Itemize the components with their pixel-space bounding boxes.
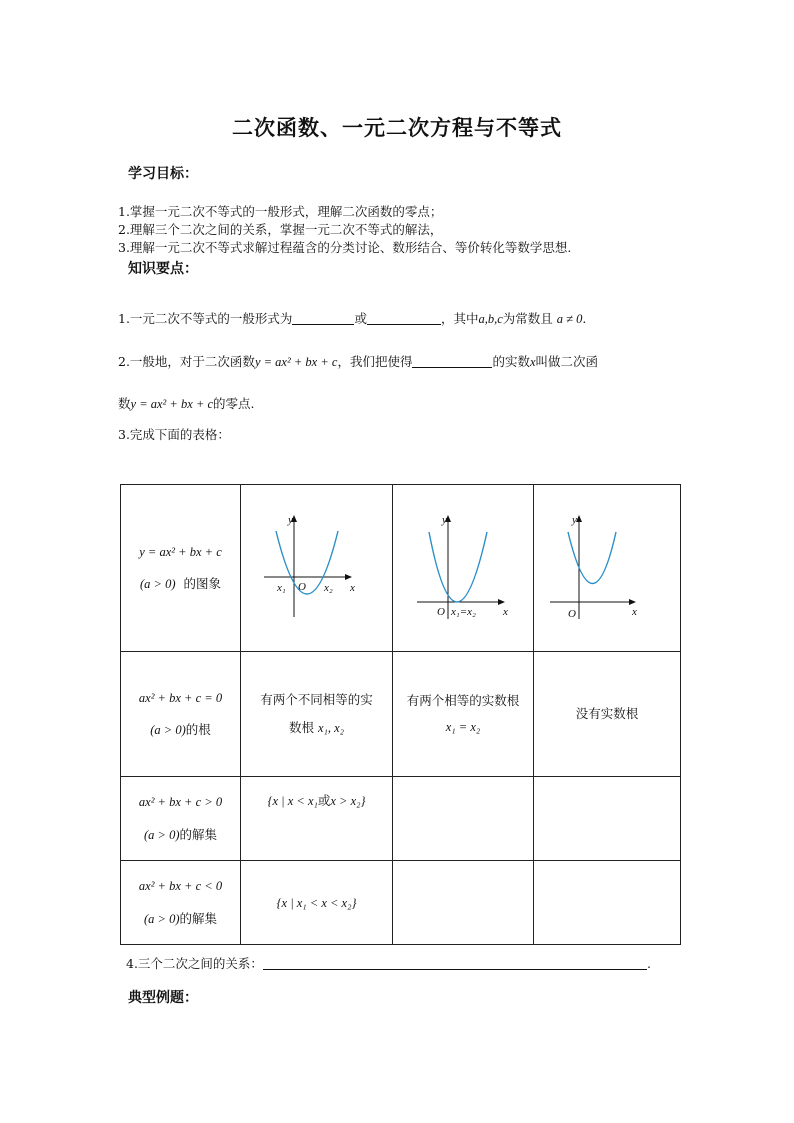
math-quadratic: y = ax² + bx + c [130,397,214,411]
point-4-period: . [646,956,651,971]
cell-lt-solution [241,861,393,945]
axis-x-label: x [632,605,637,618]
cell-text: 有两个相等的实数根 [406,692,520,708]
math-set: {x | x₁ < x < x₂} [276,895,357,910]
root-x2-label: x₂ [323,581,333,594]
cell-empty[interactable] [393,861,534,945]
point-1-period: . [582,311,587,326]
goal-1: 1.掌握一元二次不等式的一般形式，理解二次函数的零点； [118,204,443,219]
goals-heading: 学习目标： [128,166,198,182]
graph-no-root [534,485,681,652]
row-header-roots [121,652,241,777]
parabola-one-root [393,507,533,627]
math-inequality: ax² + bx + c > 0 [138,795,223,809]
cell-text: 有两个不同相等的实 [260,692,373,707]
point-4-text: 4.三个二次之间的关系： [126,956,263,971]
point-1-text: 为常数且 [502,311,553,326]
cell-text: 或 [317,793,331,808]
point-1-text: ，其中 [440,311,479,326]
point-1-text: 1.一元二次不等式的一般形式为 [118,311,293,326]
point-2-text: 数 [118,396,131,411]
math-x: x [529,355,536,369]
math-set: {x | x < x₁ [267,794,318,808]
row-header-graph [121,485,241,652]
cell-no-root [534,652,681,777]
graph-one-root [393,485,534,652]
axis-y-label: y [287,513,293,526]
cell-empty[interactable] [534,777,681,861]
math-a-pos: (a > 0) [150,723,186,737]
goal-3: 3.理解一元二次不等式求解过程蕴含的分类讨论、数形结合、等价转化等数学思想. [118,240,572,255]
point-2-cont [118,394,255,412]
row-header-label: 的根 [185,722,211,737]
math-a-pos: (a > 0) [143,911,180,926]
double-root-label: x₁=x₂ [451,605,476,618]
point-2-text: 2.一般地，对于二次函数 [118,354,255,369]
cell-text: 没有实数根 [575,706,639,722]
math-set: x > x₂} [330,794,366,808]
root-x1-label: x₁ [276,581,286,594]
origin-label: O [437,605,445,618]
axis-x-label: x [349,581,355,594]
table-row [121,485,681,652]
origin-label: O [297,580,306,593]
math-quadratic: y = ax² + bx + c [139,544,222,559]
math-inequality: ax² + bx + c < 0 [138,879,223,893]
fill-blank[interactable] [263,957,647,970]
table-row [121,777,681,861]
examples-heading: 典型例题： [128,990,198,1006]
math-a-pos: (a > 0) [140,577,176,591]
row-header-label: 的图象 [183,576,221,591]
fill-blank[interactable] [367,312,441,325]
cell-one-root [393,652,534,777]
math-quadratic: y = ax² + bx + c [254,355,338,369]
fill-blank[interactable] [292,312,354,325]
axis-y-label: y [572,513,577,526]
math-roots: x₁, x₂ [317,720,345,735]
cell-two-roots [241,652,393,777]
graph-two-roots [241,485,393,652]
point-2-text: ，我们把使得 [337,354,413,369]
quadratic-table [120,484,681,945]
math-a-neq-0: a ≠ 0 [556,312,583,326]
table-row [121,861,681,945]
cell-gt-solution [241,777,393,861]
parabola-no-root [534,507,680,627]
math-abc: a,b,c [478,312,503,326]
point-2 [118,352,598,370]
point-1-or: 或 [354,311,367,326]
fill-blank[interactable] [412,355,492,368]
goal-2: 2.理解三个二次之间的关系，掌握一元二次不等式的解法， [118,222,443,237]
point-2-text: 的零点. [213,396,255,411]
math-a-pos: (a > 0) [143,827,180,842]
row-header-label: 的解集 [179,910,218,926]
cell-empty[interactable] [393,777,534,861]
page-title: 二次函数、一元二次方程与不等式 [232,115,562,140]
axis-y-label: y [442,513,447,526]
math-equation: ax² + bx + c = 0 [138,690,223,705]
point-2-text: 叫做二次函 [535,354,599,369]
math-roots: x₁ = x₂ [445,720,481,734]
table-row [121,652,681,777]
points-heading: 知识要点： [128,261,198,277]
cell-text: 数根 [288,719,314,735]
row-header-lt [121,861,241,945]
point-4 [126,954,651,972]
parabola-two-roots [242,507,392,627]
axis-x-label: x [503,605,508,618]
point-1 [118,309,586,327]
point-2-text: 的实数 [492,354,530,369]
origin-label: O [568,607,576,620]
row-header-gt [121,777,241,861]
point-3: 3.完成下面的表格： [118,427,230,442]
row-header-label: 的解集 [179,826,218,842]
cell-empty[interactable] [534,861,681,945]
